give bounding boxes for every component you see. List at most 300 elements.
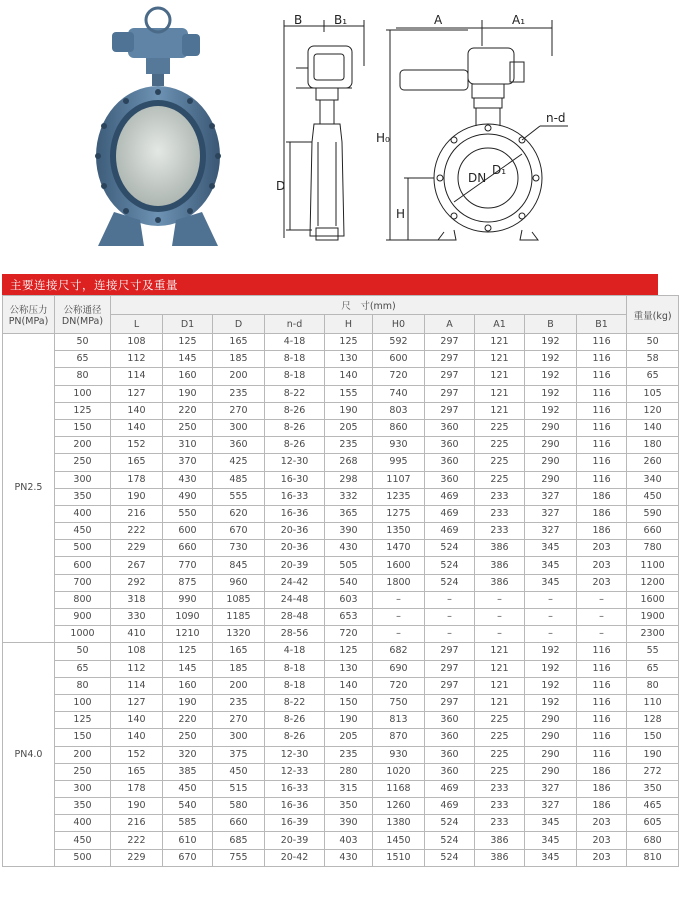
table-cell: 490	[163, 488, 213, 505]
table-cell: 190	[325, 712, 373, 729]
table-cell: 360	[425, 712, 475, 729]
table-cell: –	[373, 609, 425, 626]
table-cell: 116	[577, 334, 627, 351]
table-cell: 8-26	[265, 437, 325, 454]
table-cell: 116	[577, 729, 627, 746]
table-cell: 192	[525, 660, 577, 677]
table-row	[3, 746, 679, 763]
table-cell: 116	[577, 454, 627, 471]
table-cell: 400	[55, 505, 111, 522]
table-row	[3, 454, 679, 471]
table-cell: 8-18	[265, 351, 325, 368]
table-cell: 1020	[373, 763, 425, 780]
table-cell: 150	[325, 694, 373, 711]
table-cell: 225	[475, 437, 525, 454]
table-cell: 360	[425, 729, 475, 746]
table-cell: 860	[373, 419, 425, 436]
table-cell: 292	[111, 574, 163, 591]
table-cell: –	[475, 626, 525, 643]
dim-label-b: B	[294, 13, 303, 27]
table-cell: 750	[373, 694, 425, 711]
table-cell: 233	[475, 488, 525, 505]
dimension-table	[2, 295, 679, 867]
table-cell: 620	[213, 505, 265, 522]
table-cell: 121	[475, 677, 525, 694]
table-cell: 225	[475, 729, 525, 746]
table-cell: 50	[55, 643, 111, 660]
table-cell: 121	[475, 368, 525, 385]
dim-label-b1: B₁	[334, 13, 348, 27]
table-cell: 235	[325, 746, 373, 763]
table-cell: –	[373, 591, 425, 608]
table-cell: 740	[373, 385, 425, 402]
table-cell: 450	[55, 523, 111, 540]
table-cell: 469	[425, 488, 475, 505]
table-cell: 150	[627, 729, 679, 746]
table-cell: 386	[475, 849, 525, 866]
table-cell: 116	[577, 437, 627, 454]
table-cell: 450	[55, 832, 111, 849]
table-row	[3, 471, 679, 488]
dim-label-a1: A₁	[512, 13, 526, 27]
table-cell: 385	[163, 763, 213, 780]
table-cell: 116	[577, 746, 627, 763]
table-cell: 770	[163, 557, 213, 574]
table-row	[3, 488, 679, 505]
table-cell: 233	[475, 523, 525, 540]
table-cell: 360	[425, 454, 475, 471]
table-cell: 670	[163, 849, 213, 866]
table-row	[3, 505, 679, 522]
table-cell: 55	[627, 643, 679, 660]
table-cell: 1600	[373, 557, 425, 574]
table-row	[3, 540, 679, 557]
table-cell: 100	[55, 385, 111, 402]
table-cell: 297	[425, 368, 475, 385]
table-cell: 1800	[373, 574, 425, 591]
table-row	[3, 385, 679, 402]
table-cell: 192	[525, 643, 577, 660]
table-row	[3, 419, 679, 436]
table-cell: 430	[325, 540, 373, 557]
table-cell: 155	[325, 385, 373, 402]
table-cell: 390	[325, 523, 373, 540]
table-row	[3, 334, 679, 351]
table-cell: 272	[627, 763, 679, 780]
table-cell: 318	[111, 591, 163, 608]
table-cell: 114	[111, 677, 163, 694]
table-cell: 8-18	[265, 368, 325, 385]
table-cell: 16-39	[265, 815, 325, 832]
column-header: D	[213, 315, 265, 334]
table-cell: 330	[111, 609, 163, 626]
column-header: D1	[163, 315, 213, 334]
table-cell: 105	[627, 385, 679, 402]
table-cell: 192	[525, 694, 577, 711]
table-cell: 229	[111, 540, 163, 557]
table-cell: 386	[475, 832, 525, 849]
table-cell: 203	[577, 832, 627, 849]
table-cell: 116	[577, 712, 627, 729]
table-cell: 1350	[373, 523, 425, 540]
table-cell: 125	[163, 643, 213, 660]
table-cell: 900	[55, 609, 111, 626]
table-cell: 186	[577, 763, 627, 780]
table-cell: 116	[577, 694, 627, 711]
table-cell: 50	[55, 334, 111, 351]
table-cell: 165	[111, 763, 163, 780]
table-cell: 386	[475, 574, 525, 591]
table-cell: 720	[373, 677, 425, 694]
column-header: n-d	[265, 315, 325, 334]
table-cell: 1510	[373, 849, 425, 866]
table-cell: 116	[577, 351, 627, 368]
table-cell: 386	[475, 540, 525, 557]
table-cell: 803	[373, 402, 425, 419]
table-cell: 345	[525, 815, 577, 832]
table-cell: 235	[325, 437, 373, 454]
table-cell: 1260	[373, 798, 425, 815]
table-cell: 1168	[373, 780, 425, 797]
table-cell: 250	[55, 763, 111, 780]
table-cell: 268	[325, 454, 373, 471]
table-cell: 670	[213, 523, 265, 540]
table-cell: 540	[163, 798, 213, 815]
table-cell: 121	[475, 351, 525, 368]
table-cell: 192	[525, 402, 577, 419]
table-cell: 300	[213, 729, 265, 746]
table-row	[3, 815, 679, 832]
table-cell: 300	[55, 471, 111, 488]
pressure-group-cell: PN4.0	[3, 643, 55, 866]
table-cell: 1600	[627, 591, 679, 608]
table-cell: 116	[577, 643, 627, 660]
table-cell: 930	[373, 437, 425, 454]
table-cell: 403	[325, 832, 373, 849]
table-cell: 410	[111, 626, 163, 643]
table-cell: 332	[325, 488, 373, 505]
table-cell: 180	[627, 437, 679, 454]
table-cell: 469	[425, 505, 475, 522]
table-cell: 130	[325, 660, 373, 677]
table-cell: 297	[425, 643, 475, 660]
table-cell: 1210	[163, 626, 213, 643]
table-cell: 450	[627, 488, 679, 505]
header-dimensions: 尺 寸(mm)	[111, 296, 627, 315]
table-cell: 186	[577, 523, 627, 540]
table-cell: 360	[425, 419, 475, 436]
table-cell: 375	[213, 746, 265, 763]
table-cell: 114	[111, 368, 163, 385]
table-cell: –	[373, 626, 425, 643]
table-cell: 465	[627, 798, 679, 815]
table-cell: 24-48	[265, 591, 325, 608]
table-cell: 315	[325, 780, 373, 797]
table-cell: 152	[111, 746, 163, 763]
table-cell: –	[577, 609, 627, 626]
table-cell: 267	[111, 557, 163, 574]
table-cell: 200	[213, 677, 265, 694]
table-cell: 65	[55, 351, 111, 368]
table-cell: 20-36	[265, 540, 325, 557]
table-cell: 580	[213, 798, 265, 815]
table-cell: 250	[55, 454, 111, 471]
table-row	[3, 660, 679, 677]
table-cell: 1380	[373, 815, 425, 832]
table-cell: 469	[425, 780, 475, 797]
table-cell: –	[577, 626, 627, 643]
table-cell: –	[475, 591, 525, 608]
table-cell: 386	[475, 557, 525, 574]
table-cell: 730	[213, 540, 265, 557]
dim-label-h: H	[396, 207, 406, 221]
column-header: A1	[475, 315, 525, 334]
table-cell: 1900	[627, 609, 679, 626]
table-cell: 8-26	[265, 402, 325, 419]
table-cell: 225	[475, 419, 525, 436]
table-cell: 1470	[373, 540, 425, 557]
table-cell: 8-18	[265, 677, 325, 694]
table-row	[3, 591, 679, 608]
table-cell: 229	[111, 849, 163, 866]
table-cell: 290	[525, 437, 577, 454]
table-cell: 813	[373, 712, 425, 729]
table-row	[3, 712, 679, 729]
table-cell: 121	[475, 643, 525, 660]
table-row	[3, 763, 679, 780]
table-row	[3, 557, 679, 574]
table-cell: 20-39	[265, 832, 325, 849]
table-cell: 190	[627, 746, 679, 763]
column-header: H0	[373, 315, 425, 334]
table-cell: 192	[525, 334, 577, 351]
dim-label-dn: DN	[468, 171, 487, 185]
table-cell: 600	[55, 557, 111, 574]
table-cell: 430	[325, 849, 373, 866]
table-cell: 327	[525, 780, 577, 797]
table-cell: 345	[525, 832, 577, 849]
table-cell: 930	[373, 746, 425, 763]
table-row	[3, 729, 679, 746]
table-cell: 121	[475, 385, 525, 402]
table-cell: 28-48	[265, 609, 325, 626]
table-cell: 140	[627, 419, 679, 436]
column-header: A	[425, 315, 475, 334]
table-cell: 875	[163, 574, 213, 591]
table-cell: 203	[577, 815, 627, 832]
table-cell: 178	[111, 780, 163, 797]
table-cell: 190	[163, 694, 213, 711]
table-cell: 140	[111, 402, 163, 419]
column-header: B	[525, 315, 577, 334]
table-cell: 360	[425, 437, 475, 454]
table-cell: 500	[55, 540, 111, 557]
table-cell: 235	[213, 694, 265, 711]
table-cell: 186	[577, 488, 627, 505]
table-cell: 845	[213, 557, 265, 574]
table-cell: 233	[475, 780, 525, 797]
table-cell: 160	[163, 368, 213, 385]
table-cell: 1200	[627, 574, 679, 591]
header-dn: 公称通径 DN(MPa)	[55, 296, 111, 334]
table-cell: 152	[111, 437, 163, 454]
table-cell: 145	[163, 660, 213, 677]
table-cell: 290	[525, 712, 577, 729]
table-cell: 327	[525, 798, 577, 815]
table-cell: 65	[627, 660, 679, 677]
table-cell: 140	[111, 729, 163, 746]
table-cell: 1000	[55, 626, 111, 643]
table-cell: 1235	[373, 488, 425, 505]
table-cell: 680	[627, 832, 679, 849]
table-cell: 660	[627, 523, 679, 540]
table-cell: 205	[325, 729, 373, 746]
table-cell: 116	[577, 385, 627, 402]
column-header: L	[111, 315, 163, 334]
table-cell: 16-36	[265, 798, 325, 815]
table-cell: 450	[213, 763, 265, 780]
table-cell: 108	[111, 334, 163, 351]
table-cell: 345	[525, 849, 577, 866]
side-view-drawing	[272, 6, 378, 254]
table-cell: 20-36	[265, 523, 325, 540]
table-cell: 125	[55, 402, 111, 419]
table-cell: 870	[373, 729, 425, 746]
table-cell: 550	[163, 505, 213, 522]
table-cell: 350	[325, 798, 373, 815]
table-cell: 700	[55, 574, 111, 591]
table-cell: 80	[55, 368, 111, 385]
table-cell: 190	[325, 402, 373, 419]
table-cell: 360	[425, 763, 475, 780]
table-cell: 16-30	[265, 471, 325, 488]
table-cell: 605	[627, 815, 679, 832]
table-cell: 165	[213, 334, 265, 351]
table-cell: 298	[325, 471, 373, 488]
column-header: B1	[577, 315, 627, 334]
table-cell: 290	[525, 763, 577, 780]
table-cell: 186	[577, 505, 627, 522]
table-cell: 108	[111, 643, 163, 660]
table-cell: 555	[213, 488, 265, 505]
table-cell: 690	[373, 660, 425, 677]
table-cell: –	[577, 591, 627, 608]
table-cell: 469	[425, 798, 475, 815]
table-cell: 225	[475, 763, 525, 780]
table-cell: 185	[213, 660, 265, 677]
table-cell: 235	[213, 385, 265, 402]
table-cell: 1320	[213, 626, 265, 643]
table-cell: 585	[163, 815, 213, 832]
table-cell: 260	[627, 454, 679, 471]
table-cell: 524	[425, 849, 475, 866]
table-cell: 140	[111, 712, 163, 729]
table-cell: 350	[627, 780, 679, 797]
table-cell: 121	[475, 694, 525, 711]
table-cell: 186	[577, 780, 627, 797]
table-cell: 165	[213, 643, 265, 660]
table-cell: 100	[55, 694, 111, 711]
table-cell: 810	[627, 849, 679, 866]
table-cell: 116	[577, 419, 627, 436]
table-cell: 592	[373, 334, 425, 351]
table-cell: 24-42	[265, 574, 325, 591]
table-cell: 1450	[373, 832, 425, 849]
table-cell: –	[425, 626, 475, 643]
table-cell: 300	[55, 780, 111, 797]
table-cell: 121	[475, 660, 525, 677]
table-cell: 524	[425, 815, 475, 832]
table-cell: 192	[525, 368, 577, 385]
table-cell: 524	[425, 832, 475, 849]
table-cell: 280	[325, 763, 373, 780]
table-cell: 125	[325, 643, 373, 660]
table-cell: 178	[111, 471, 163, 488]
table-row	[3, 523, 679, 540]
table-cell: 116	[577, 368, 627, 385]
table-cell: 8-26	[265, 729, 325, 746]
table-cell: 233	[475, 815, 525, 832]
table-cell: 290	[525, 471, 577, 488]
table-cell: 345	[525, 540, 577, 557]
table-cell: 222	[111, 832, 163, 849]
table-row	[3, 643, 679, 660]
table-cell: 250	[163, 729, 213, 746]
table-cell: 505	[325, 557, 373, 574]
table-cell: 28-56	[265, 626, 325, 643]
table-cell: 685	[213, 832, 265, 849]
table-cell: 524	[425, 540, 475, 557]
table-cell: 150	[55, 729, 111, 746]
column-header: H	[325, 315, 373, 334]
table-cell: –	[525, 591, 577, 608]
table-cell: 225	[475, 471, 525, 488]
table-cell: 116	[577, 471, 627, 488]
table-cell: 400	[55, 815, 111, 832]
table-cell: 297	[425, 660, 475, 677]
table-cell: 222	[111, 523, 163, 540]
table-cell: 185	[213, 351, 265, 368]
table-cell: 8-22	[265, 385, 325, 402]
table-cell: 190	[163, 385, 213, 402]
table-cell: 165	[111, 454, 163, 471]
table-body	[3, 334, 679, 867]
table-cell: 80	[55, 677, 111, 694]
table-cell: 186	[577, 798, 627, 815]
table-cell: 200	[55, 437, 111, 454]
table-cell: 128	[627, 712, 679, 729]
dim-label-a: A	[434, 13, 443, 27]
table-row	[3, 694, 679, 711]
table-cell: 500	[55, 849, 111, 866]
table-cell: 600	[163, 523, 213, 540]
table-cell: 200	[213, 368, 265, 385]
table-cell: 370	[163, 454, 213, 471]
table-cell: 190	[111, 798, 163, 815]
table-row	[3, 402, 679, 419]
table-cell: 50	[627, 334, 679, 351]
table-cell: 65	[55, 660, 111, 677]
table-cell: 755	[213, 849, 265, 866]
table-cell: 200	[55, 746, 111, 763]
table-cell: 233	[475, 798, 525, 815]
table-cell: 603	[325, 591, 373, 608]
table-cell: 225	[475, 712, 525, 729]
table-cell: 653	[325, 609, 373, 626]
table-cell: 150	[55, 419, 111, 436]
table-cell: 327	[525, 523, 577, 540]
table-cell: 125	[163, 334, 213, 351]
